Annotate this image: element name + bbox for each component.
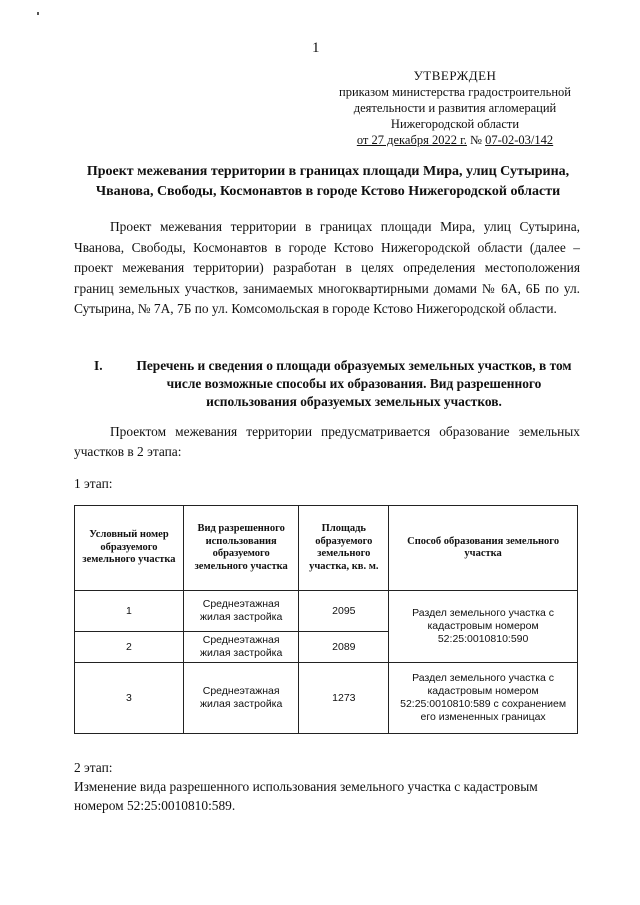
- table-row: [75, 591, 578, 632]
- header-formation-method: Способ образования земельного участка: [389, 506, 578, 591]
- cell-permitted-use: Среднеэтажная жилая застройка: [183, 663, 299, 734]
- approval-line-2: деятельности и развития агломераций: [353, 101, 557, 115]
- cell-permitted-use: Среднеэтажная жилая застройка: [183, 591, 299, 632]
- approval-date-prefix: от: [356, 133, 372, 147]
- cell-area: 2089: [299, 632, 389, 663]
- approval-stamp: [300, 68, 610, 148]
- approval-date: 27 декабря 2022 г.: [371, 133, 467, 147]
- parcels-table: [74, 505, 578, 734]
- header-parcel-number: Условный номер образуемого земельного участка: [75, 506, 184, 591]
- section-number: I.: [94, 358, 103, 373]
- section-heading: [74, 357, 584, 411]
- document-title: Проект межевания территории в границах площади Мира, улиц Сутырина, Чванова, Свободы, Космонавтов в городе Кстово Нижегородской области: [86, 164, 570, 199]
- intro-paragraph: Проект межевания территории в границах площади Мира, улиц Сутырина, Чванова, Свободы, Космонавтов в городе Кстово Нижегородской области (далее – проект межевания территории) разработан в целях определения местоположения границ земельных участков, занимаемых многоквартирными домами № 6А, 6Б по ул. Сутырина, № 7А, 7Б по ул. Комсомольская в городе Кстово Нижегородской области.: [74, 219, 580, 316]
- approval-date-line: [300, 132, 610, 148]
- cell-permitted-use: Среднеэтажная жилая застройка: [183, 632, 299, 663]
- cell-parcel-number: 1: [75, 591, 184, 632]
- cell-formation-method: Раздел земельного участка с кадастровым номером 52:25:0010810:590: [389, 591, 578, 663]
- stages-paragraph: Проектом межевания территории предусматривается образование земельных участков в 2 этапа:: [74, 424, 580, 459]
- cell-formation-method: Раздел земельного участка с кадастровым номером 52:25:0010810:589 с сохранением его измененных границах: [389, 663, 578, 734]
- page-number: 1: [312, 40, 320, 56]
- approval-number-prefix: №: [466, 133, 486, 147]
- section-heading-text: Перечень и сведения о площади образуемых земельных участков, в том числе возможные способы их образования. Вид разрешенного использования образуемых земельных участков.: [136, 358, 572, 409]
- stage-2-block: [74, 758, 584, 815]
- scan-speck: [37, 12, 39, 15]
- approval-line-1: приказом министерства градостроительной: [339, 85, 571, 99]
- table-header-row: [75, 506, 578, 591]
- cell-parcel-number: 3: [75, 663, 184, 734]
- header-permitted-use: Вид разрешенного использования образуемого земельного участка: [183, 506, 299, 591]
- table-row: [75, 663, 578, 734]
- cell-area: 2095: [299, 591, 389, 632]
- stage-2-text: Изменение вида разрешенного использования земельного участка с кадастровым номером 52:25:0010810:589.: [74, 779, 538, 813]
- stage-1-label: 1 этап:: [74, 476, 113, 491]
- cell-parcel-number: 2: [75, 632, 184, 663]
- header-area: Площадь образуемого земельного участка, кв. м.: [299, 506, 389, 591]
- approval-line-3: Нижегородской области: [390, 117, 520, 131]
- stage-2-label: 2 этап:: [74, 760, 113, 775]
- approved-label: УТВЕРЖДЕН: [413, 68, 497, 83]
- approval-number: 07-02-03/142: [485, 133, 554, 147]
- cell-area: 1273: [299, 663, 389, 734]
